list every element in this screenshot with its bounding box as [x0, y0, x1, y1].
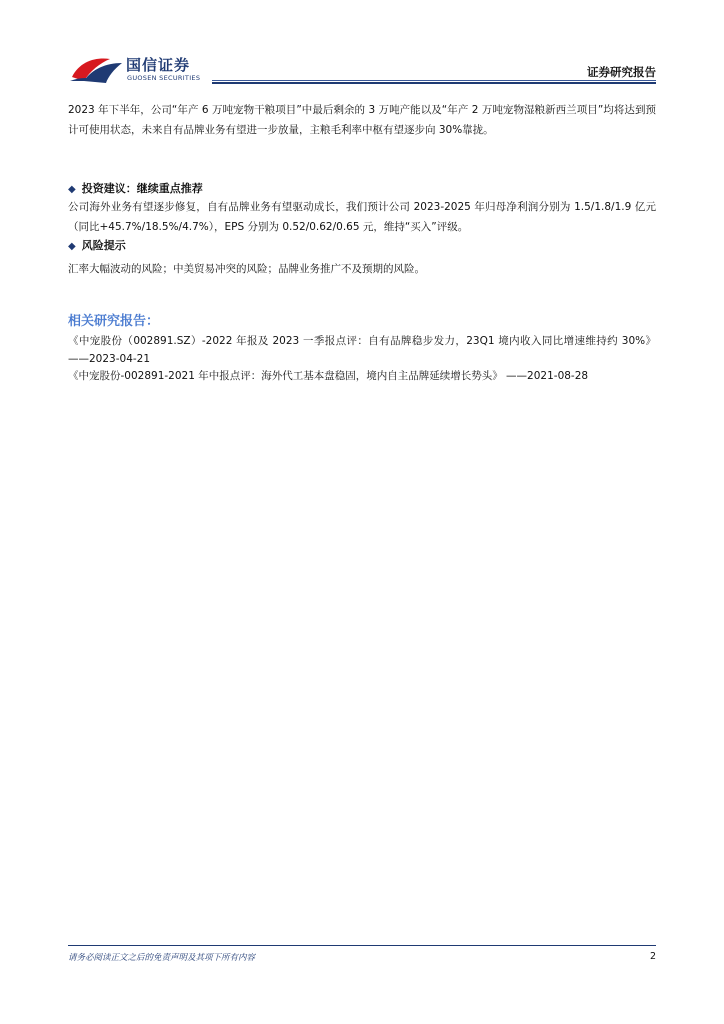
investment-advice-label: 投资建议：继续重点推荐	[81, 182, 203, 195]
risk-label: 风险提示	[81, 239, 126, 252]
investment-advice-paragraph: 公司海外业务有望逐步修复，自有品牌业务有望驱动成长，我们预计公司 2023-2025 年归母净利润分别为 1.5/1.8/1.9 亿元（同比+45.7%/18.5%/4.7%），EPS 分别为 0.52/0.62/0.65 元，维持“买入”评级。	[68, 201, 656, 233]
related-reports-list	[68, 333, 656, 386]
disclaimer-note: 请务必阅读正文之后的免责声明及其项下所有内容	[68, 953, 256, 963]
footer-divider	[68, 945, 656, 946]
related-reports-title: 相关研究报告：	[68, 314, 160, 329]
risk-heading	[68, 237, 126, 253]
report-type-title: 证券研究报告	[587, 65, 656, 79]
logo-chinese-name: 国信证券	[126, 56, 191, 74]
risk-paragraph: 汇率大幅波动的风险；中美贸易冲突的风险；品牌业务推广不及预期的风险。	[68, 263, 425, 275]
logo-english-name: GUOSEN SECURITIES	[127, 74, 201, 82]
related-report-item[interactable]: 《中宠股份-002891-2021 年中报点评：海外代工基本盘稳固，境内自主品牌延续增长势头》 ——2021-08-28	[68, 370, 589, 382]
header-divider-thin	[212, 80, 656, 81]
header-divider-thick	[212, 82, 656, 84]
diamond-bullet-icon: ◆	[68, 184, 76, 195]
capacity-paragraph: 2023 年下半年，公司“年产 6 万吨宠物干粮项目”中最后剩余的 3 万吨产能以及“年产 2 万吨宠物湿粮新西兰项目”均将达到预计可使用状态，未来自有品牌业务有望进一步放量，主粮毛利率中枢有望逐步向 30%靠拢。	[68, 104, 656, 136]
page-number: 2	[649, 951, 656, 962]
guosen-logo	[70, 53, 210, 85]
diamond-bullet-icon: ◆	[68, 241, 76, 252]
investment-advice-heading	[68, 180, 203, 196]
related-report-item[interactable]: 《中宠股份（002891.SZ）-2022 年报及 2023 一季报点评：自有品牌稳步发力，23Q1 境内收入同比增速维持约 30%》 ——2023-04-21	[68, 335, 656, 365]
guosen-logo-mark-icon	[70, 53, 124, 83]
page-header	[0, 0, 724, 90]
